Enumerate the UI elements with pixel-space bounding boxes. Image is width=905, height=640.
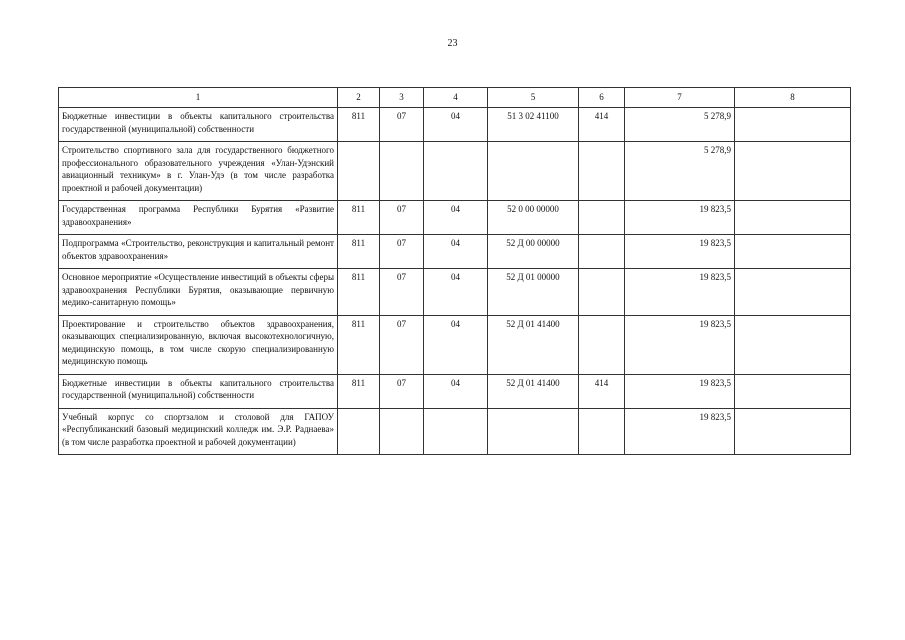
- budget-table: [58, 87, 851, 455]
- subsection-code: [424, 142, 488, 201]
- expense-type-code: [579, 315, 625, 374]
- item-name: Подпрограмма «Строительство, реконструкция и капитальный ремонт объектов здравоохранения»: [59, 235, 338, 269]
- expense-type-code: [579, 235, 625, 269]
- column-8-value: [735, 315, 851, 374]
- table-row: [59, 374, 851, 408]
- column-header: 7: [625, 88, 735, 108]
- table-row: [59, 269, 851, 316]
- target-article-code: 52 Д 01 41400: [488, 315, 579, 374]
- amount: 5 278,9: [625, 142, 735, 201]
- item-name: Проектирование и строительство объектов здравоохранения, оказывающих специализированную, включая высокотехнологичную, медицинскую помощь, в том числе скорую специализированную медицинскую помощь: [59, 315, 338, 374]
- column-header: 4: [424, 88, 488, 108]
- department-code: 811: [338, 108, 380, 142]
- column-header: 3: [380, 88, 424, 108]
- column-header: 8: [735, 88, 851, 108]
- subsection-code: 04: [424, 235, 488, 269]
- subsection-code: 04: [424, 201, 488, 235]
- column-8-value: [735, 269, 851, 316]
- section-code: 07: [380, 235, 424, 269]
- subsection-code: 04: [424, 374, 488, 408]
- column-header: 1: [59, 88, 338, 108]
- department-code: [338, 408, 380, 455]
- page-number: 23: [447, 38, 458, 49]
- section-code: 07: [380, 108, 424, 142]
- section-code: 07: [380, 269, 424, 316]
- department-code: 811: [338, 201, 380, 235]
- subsection-code: 04: [424, 108, 488, 142]
- target-article-code: 52 0 00 00000: [488, 201, 579, 235]
- amount: 19 823,5: [625, 408, 735, 455]
- column-header: 2: [338, 88, 380, 108]
- section-code: 07: [380, 315, 424, 374]
- department-code: [338, 142, 380, 201]
- amount: 19 823,5: [625, 201, 735, 235]
- column-8-value: [735, 108, 851, 142]
- column-header: 6: [579, 88, 625, 108]
- item-name: Строительство спортивного зала для государственного бюджетного профессионального образовательного учреждения «Улан-Удэнский авиационный техникум» в г. Улан-Удэ (в том числе разработка проектной и рабочей документации): [59, 142, 338, 201]
- table-row: [59, 142, 851, 201]
- item-name: Государственная программа Республики Бурятия «Развитие здравоохранения»: [59, 201, 338, 235]
- subsection-code: 04: [424, 315, 488, 374]
- expense-type-code: [579, 269, 625, 316]
- amount: 19 823,5: [625, 235, 735, 269]
- department-code: 811: [338, 374, 380, 408]
- table-row: [59, 408, 851, 455]
- department-code: 811: [338, 269, 380, 316]
- section-code: 07: [380, 374, 424, 408]
- column-header: 5: [488, 88, 579, 108]
- column-8-value: [735, 235, 851, 269]
- item-name: Бюджетные инвестиции в объекты капитального строительства государственной (муниципальной) собственности: [59, 108, 338, 142]
- expense-type-code: 414: [579, 374, 625, 408]
- expense-type-code: [579, 201, 625, 235]
- table-row: [59, 108, 851, 142]
- table-header-row: [59, 88, 851, 108]
- table-row: [59, 201, 851, 235]
- target-article-code: [488, 408, 579, 455]
- department-code: 811: [338, 315, 380, 374]
- amount: 19 823,5: [625, 315, 735, 374]
- amount: 5 278,9: [625, 108, 735, 142]
- target-article-code: 52 Д 01 41400: [488, 374, 579, 408]
- column-8-value: [735, 374, 851, 408]
- target-article-code: 52 Д 01 00000: [488, 269, 579, 316]
- column-8-value: [735, 201, 851, 235]
- subsection-code: [424, 408, 488, 455]
- table-row: [59, 315, 851, 374]
- section-code: [380, 142, 424, 201]
- target-article-code: [488, 142, 579, 201]
- table-row: [59, 235, 851, 269]
- section-code: 07: [380, 201, 424, 235]
- expense-type-code: [579, 408, 625, 455]
- amount: 19 823,5: [625, 269, 735, 316]
- target-article-code: 51 3 02 41100: [488, 108, 579, 142]
- expense-type-code: 414: [579, 108, 625, 142]
- section-code: [380, 408, 424, 455]
- amount: 19 823,5: [625, 374, 735, 408]
- item-name: Основное мероприятие «Осуществление инвестиций в объекты сферы здравоохранения Республики Бурятия, оказывающие первичную медико-санитарную помощь»: [59, 269, 338, 316]
- item-name: Бюджетные инвестиции в объекты капитального строительства государственной (муниципальной) собственности: [59, 374, 338, 408]
- column-8-value: [735, 408, 851, 455]
- subsection-code: 04: [424, 269, 488, 316]
- expense-type-code: [579, 142, 625, 201]
- item-name: Учебный корпус со спортзалом и столовой для ГАПОУ «Республиканский базовый медицинский колледж им. Э.Р. Раднаева» (в том числе разработка проектной и рабочей документации): [59, 408, 338, 455]
- target-article-code: 52 Д 00 00000: [488, 235, 579, 269]
- column-8-value: [735, 142, 851, 201]
- department-code: 811: [338, 235, 380, 269]
